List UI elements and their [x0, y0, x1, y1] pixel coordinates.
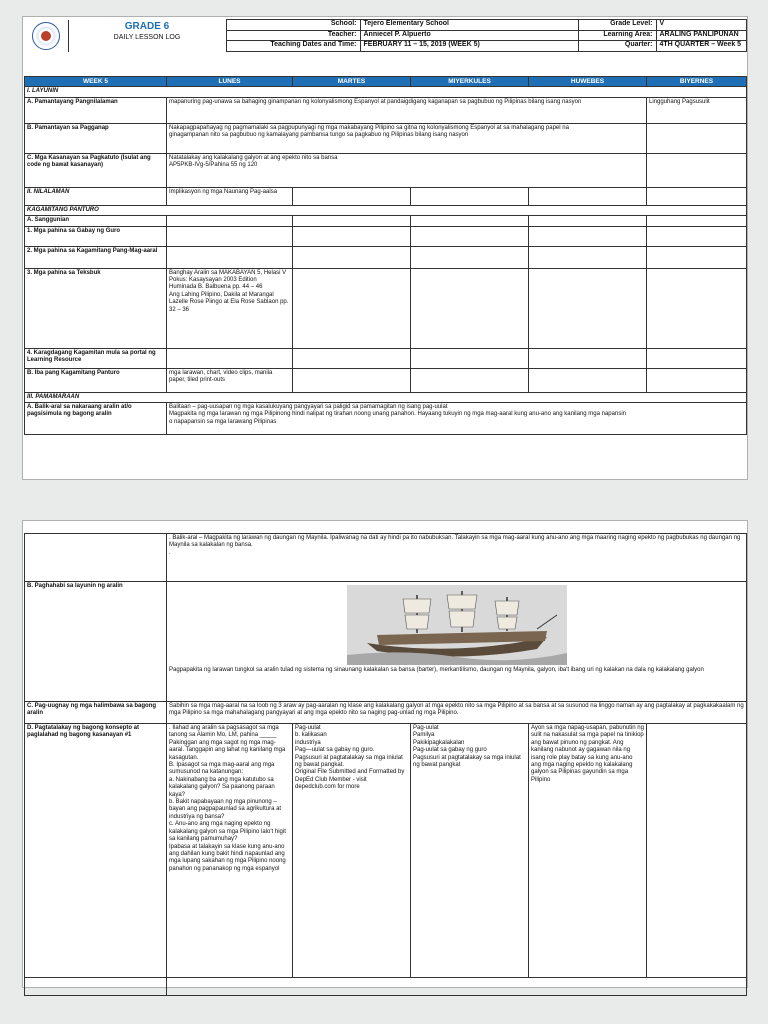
page-1	[22, 16, 748, 480]
page-2	[22, 520, 748, 988]
tuesday-content: Pag-uulat b. kalikasan industriya Pag—uulat sa gabay ng guro. Pagsusuri at pagtatalakay sa mga iniulat ng bawat pangkat. Original File Submitted and Formatted by DepEd Club Member - visit depedclub.com for more	[293, 724, 411, 978]
learning-area-value: ARALING PANLIPUNAN	[656, 30, 746, 41]
row-content: mapanuring pag-unawa sa bahaging ginampanan ng kolonyalismong Espanyol at pandaigdigang kaganapan sa pagbubuo ng Pilipinas bilang isang nasyon	[167, 97, 647, 123]
grade-level-label: Grade Level:	[578, 20, 656, 31]
row-content: Implikasyon ng mga Naunang Pag-aalsa	[167, 187, 293, 205]
section-kagamitang: KAGAMITANG PANTURO	[25, 205, 747, 215]
grade-title: GRADE 6	[124, 20, 170, 32]
row-label: B. Paghahabi sa layunin ng aralin	[25, 582, 167, 702]
row-label: 1. Mga pahina sa Gabay ng Guro	[25, 226, 167, 246]
galleon-ship-image	[347, 585, 567, 665]
school-label: School:	[226, 20, 360, 31]
row-content: mga larawan, chart, video clips, manila paper, tiled print-outs	[167, 368, 293, 392]
row-label: A. Pamantayang Pangnilalaman	[25, 97, 167, 123]
monday-content: . Ilahad ang aralin sa pagsasagot sa mga tanong sa Alamin Mo, LM, pahina _____ Pakinggan ang mga sagot ng mga mag-aaral. Tanggapin ang lahat ng kanilang mga kasagutan. B. Ipasagot sa mga mag-aaral ang mga sumusunod na katanungan: a. Nakinabang ba ang mga katutubo sa kalakalang galyon? Sa paanong paraan kaya? b. Bakit napabayaan ng mga pinunong –bayan ang pagpapaunlad sa agrikultura at industriya ng bansa? c. Anu-ano ang mga naging epekto ng kalakalang galyon sa mga Pilipino lalo't higit sa kanilang pamumuhay? Ipabasa at talakayin sa klase kung anu-ano ang dahilan kung bakit hindi napaunlad ang mga lupang sakahan ng mga Pilipino noong panahon ng pananakop ng mga espanyol	[167, 724, 293, 978]
row-content: Natatalakay ang kalakalang galyon at ang epekto nito sa bansa AP5PKB-IVg-5/Pahina 55 ng 120	[167, 153, 647, 187]
log-title: DAILY LESSON LOG	[113, 33, 181, 41]
row-content: Pagpapakita ng larawan tungkol sa aralin tulad ng sistema ng sinaunang kalakalan sa bansa (barter), merkantilismo, daungan ng Maynila, galyon, iba't ibang uri ng kalakan na dala ng kalakalang galyon	[169, 667, 704, 673]
lesson-table-1	[24, 76, 747, 435]
header-table	[24, 19, 747, 52]
row-content: Sabihin sa mga mag-aaral na sa loob ng 3 araw ay pag-aaralan ng klase ang kalakalang galyon at mga epekto nito sa mga Pilipino at sa bansa at sa susunod na linggo naman ay ang pagtalakay at pagkakakaalam ng mga Pilipino sa mga mahahalagang pangyayari at ang mga epekto nito sa naging pag-unlad ng mga Pilipino.	[167, 702, 747, 724]
teacher-value: Anniecel P. Alpuerto	[360, 30, 578, 41]
deped-seal	[24, 20, 68, 52]
row-content: Banghay Aralin sa MAKABAYAN 5, Helasi V Pokus: Kasaysayan 2003 Edition Huminada B. Balbuena pp. 44 – 46 Ang Lahing Pilipino, Dakila at Marangal Lazelle Rose Piingo at Ela Rose Sablaon pp. 32 – 36	[167, 268, 293, 348]
dates-label: Teaching Dates and Time:	[226, 41, 360, 52]
day-header: HUWEBES	[529, 77, 647, 87]
row-label: 3. Mga pahina sa Teksbuk	[25, 268, 167, 348]
row-label: A. Sanggunian	[25, 216, 167, 226]
row-content-friday: Lingguhang Pagsusulit	[647, 97, 747, 123]
row-label: A. Balik-aral sa nakaraang aralin at/o pagsisimula ng bagong aralin	[25, 403, 167, 435]
dates-value: FEBRUARY 11 – 15, 2019 (WEEK 5)	[360, 41, 578, 52]
day-header: MIYERKULES	[411, 77, 529, 87]
lesson-table-2	[24, 533, 747, 996]
row-label: 2. Mga pahina sa Kagamitang Pang-Mag-aaral	[25, 246, 167, 268]
thursday-content: Ayon sa mga napag-usapan, pabunutin ng sulit na nakasulat sa mga papel na tinikiop ang bawat pinuno ng pangkat. Ang kanilang nabunot ay gagawan nila ng isang role play batay sa kung anu-ano ang mga naging epekto ng kalakalang galyon sa Pilipinas gayundin sa mga Pilipino	[529, 724, 647, 978]
days-header-row	[25, 77, 747, 87]
day-header: WEEK 5	[25, 77, 167, 87]
row-label: C. Mga Kasanayan sa Pagkatuto (Isulat ang code ng bawat kasanayan)	[25, 153, 167, 187]
row-label: II. NILALAMAN	[25, 187, 167, 205]
section-layunin: I. LAYUNIN	[25, 87, 747, 97]
row-label: B. Iba pang Kagamitang Panturo	[25, 368, 167, 392]
row-label: B. Pamantayan sa Pagganap	[25, 123, 167, 153]
quarter-value: 4TH QUARTER – Week 5	[656, 41, 746, 52]
row-label: 4. Karagdagang Kagamitan mula sa portal ng Learning Resource	[25, 348, 167, 368]
wednesday-content: Pag-uulat Pamilya Pakikipagkalakalan Pag-uulat sa gabay ng guro Pagsusuri at pagtatalakay sa mga iniulat ng bawat pangkat	[411, 724, 529, 978]
grade-level-value: V	[656, 20, 746, 31]
learning-area-label: Learning Area:	[578, 30, 656, 41]
row-label: D. Pagtatalakay ng bagong konsepto at paglalahad ng bagong kasanayan #1	[25, 724, 167, 978]
day-header: BIYERNES	[647, 77, 747, 87]
deped-seal-icon	[32, 22, 60, 50]
section-pamamaraan: III. PAMAMARAAN	[25, 392, 747, 402]
day-header: LUNES	[167, 77, 293, 87]
row-label: C. Pag-uugnay ng mga halimbawa sa bagong aralin	[25, 702, 167, 724]
row-content: Nakapagpapahayag ng pagmamalaki sa pagpupunyagi ng mga makabayang Pilipino sa gitna ng kolonyalismong Espanyol at sa mahalagang papel na ginagampanan nito sa pagbubuo ng kamalayang pambansa tungo sa pagkabuo ng Pilipinas bilang isang nasyon	[167, 123, 647, 153]
day-header: MARTES	[293, 77, 411, 87]
school-value: Tejero Elementary School	[360, 20, 578, 31]
row-content: . Balik-aral – Magpakita ng larawan ng daungan ng Maynila. Ipaliwanag na dati ay hindi pa ito nabubuksan. Talakayin sa mga mag-aaral kung anu-ano ang mga maaring naging epekto ng pagbubukas ng daungan ng Maynila sa kalakalan ng bansa. .	[167, 534, 747, 582]
quarter-label: Quarter:	[578, 41, 656, 52]
row-content: Balitaan – pag-uusapan ng mga kasalukuyang pangyayari sa paligid sa pamamagitan ng isang pag-uulat Magpakita ng mga larawan ng mga Pilipinong hindi nalipat ng tirahan noong unang panahon. Hayaang tukuyin ng mga mag-aaral kung anu-ano ang kanilang mga napansin o napapansin sa mga larawang Pilipinas	[167, 403, 747, 435]
teacher-label: Teacher:	[226, 30, 360, 41]
